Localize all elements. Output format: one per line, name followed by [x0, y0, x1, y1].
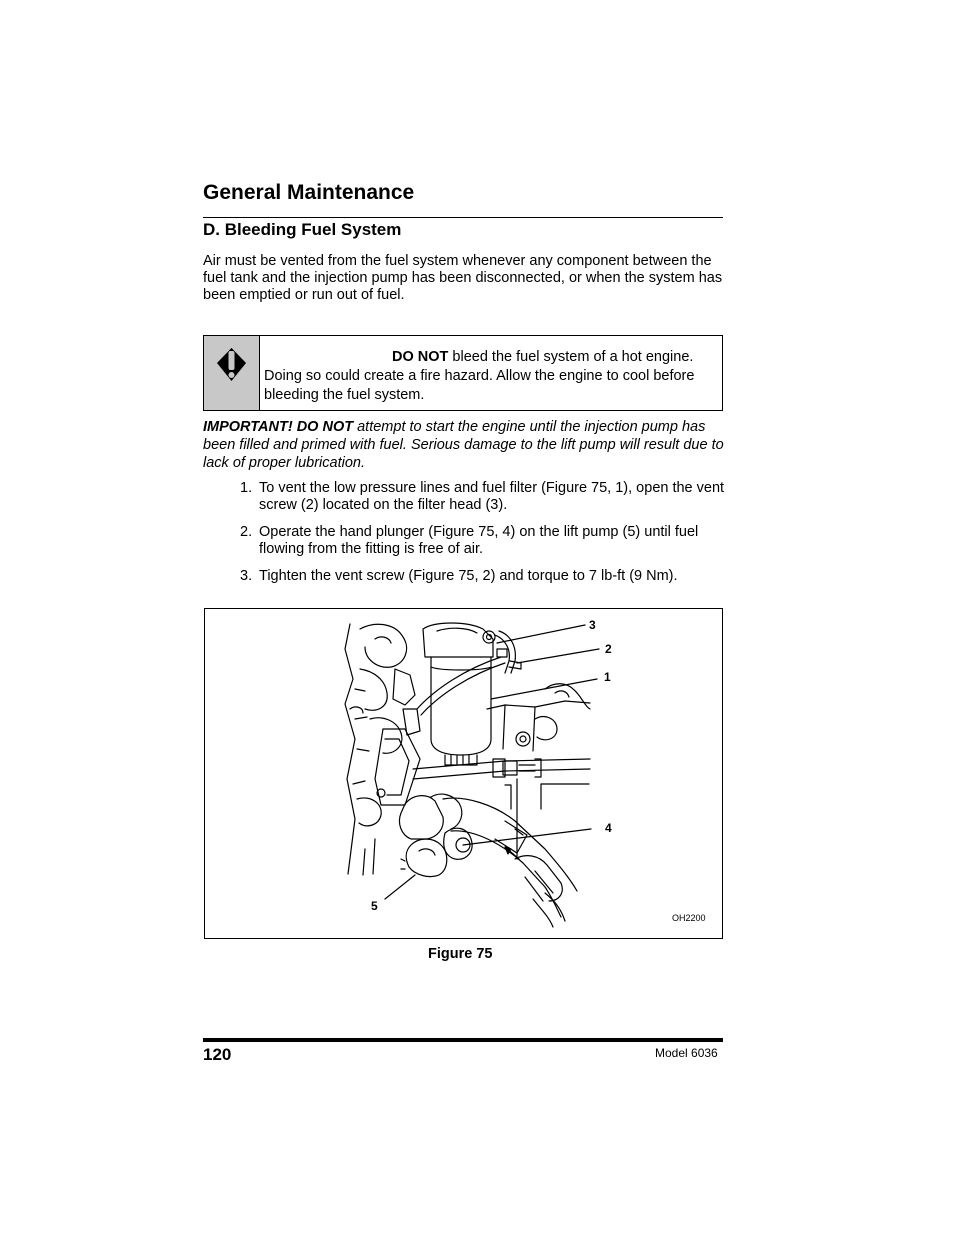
step-text: To vent the low pressure lines and fuel filter (Figure 75, 1), open the vent screw (2) located on the filter head (3).: [259, 480, 725, 513]
warning-exclamation-icon: [204, 336, 259, 410]
callout-4: 4: [605, 821, 612, 835]
page-number: 120: [203, 1045, 232, 1064]
subsection-title: D. Bleeding Fuel System: [203, 220, 402, 239]
warning-text: [264, 348, 719, 405]
figure-box: [204, 608, 723, 939]
intro-paragraph: Air must be vented from the fuel system whenever any component between the fuel tank and the injection pump has been disconnected, or when the system has been emptied or run out of fuel.: [203, 253, 723, 303]
title-rule: [203, 217, 723, 218]
step-number: 3.: [240, 568, 253, 584]
warning-icon-cell: [204, 336, 260, 410]
important-label: IMPORTANT! DO NOT: [203, 419, 354, 435]
section-title: General Maintenance: [203, 181, 415, 204]
model-label: Model 6036: [655, 1046, 718, 1060]
callout-5: 5: [371, 899, 378, 913]
callout-1: 1: [604, 670, 611, 684]
callout-2: 2: [605, 642, 612, 656]
important-text: attempt to start the engine until the injection pump has been filled and primed with fuel. Serious damage to the lift pump will result due to lack of proper lubrication.: [203, 419, 724, 471]
figure-code: OH2200: [672, 913, 706, 923]
step-text: Tighten the vent screw (Figure 75, 2) and torque to 7 lb-ft (9 Nm).: [259, 568, 678, 584]
step-number: 2.: [240, 524, 253, 540]
callout-3: 3: [589, 618, 596, 632]
figure-caption: Figure 75: [428, 946, 493, 962]
warning-box: [203, 335, 723, 411]
warning-body: Doing so could create a fire hazard. Allow the engine to cool before bleeding the fuel system.: [264, 368, 695, 403]
footer-rule: [203, 1038, 723, 1042]
warning-lead-bold: DO NOT: [392, 349, 449, 365]
warning-lead-rest: bleed the fuel system of a hot engine.: [448, 349, 694, 365]
step-item: [240, 568, 730, 588]
fuel-system-illustration: [205, 609, 722, 938]
step-number: 1.: [240, 480, 253, 496]
step-text: Operate the hand plunger (Figure 75, 4) on the lift pump (5) until fuel flowing from the fitting is free of air.: [259, 524, 699, 557]
important-note: [203, 418, 728, 472]
step-item: [240, 480, 730, 516]
step-item: [240, 524, 730, 560]
